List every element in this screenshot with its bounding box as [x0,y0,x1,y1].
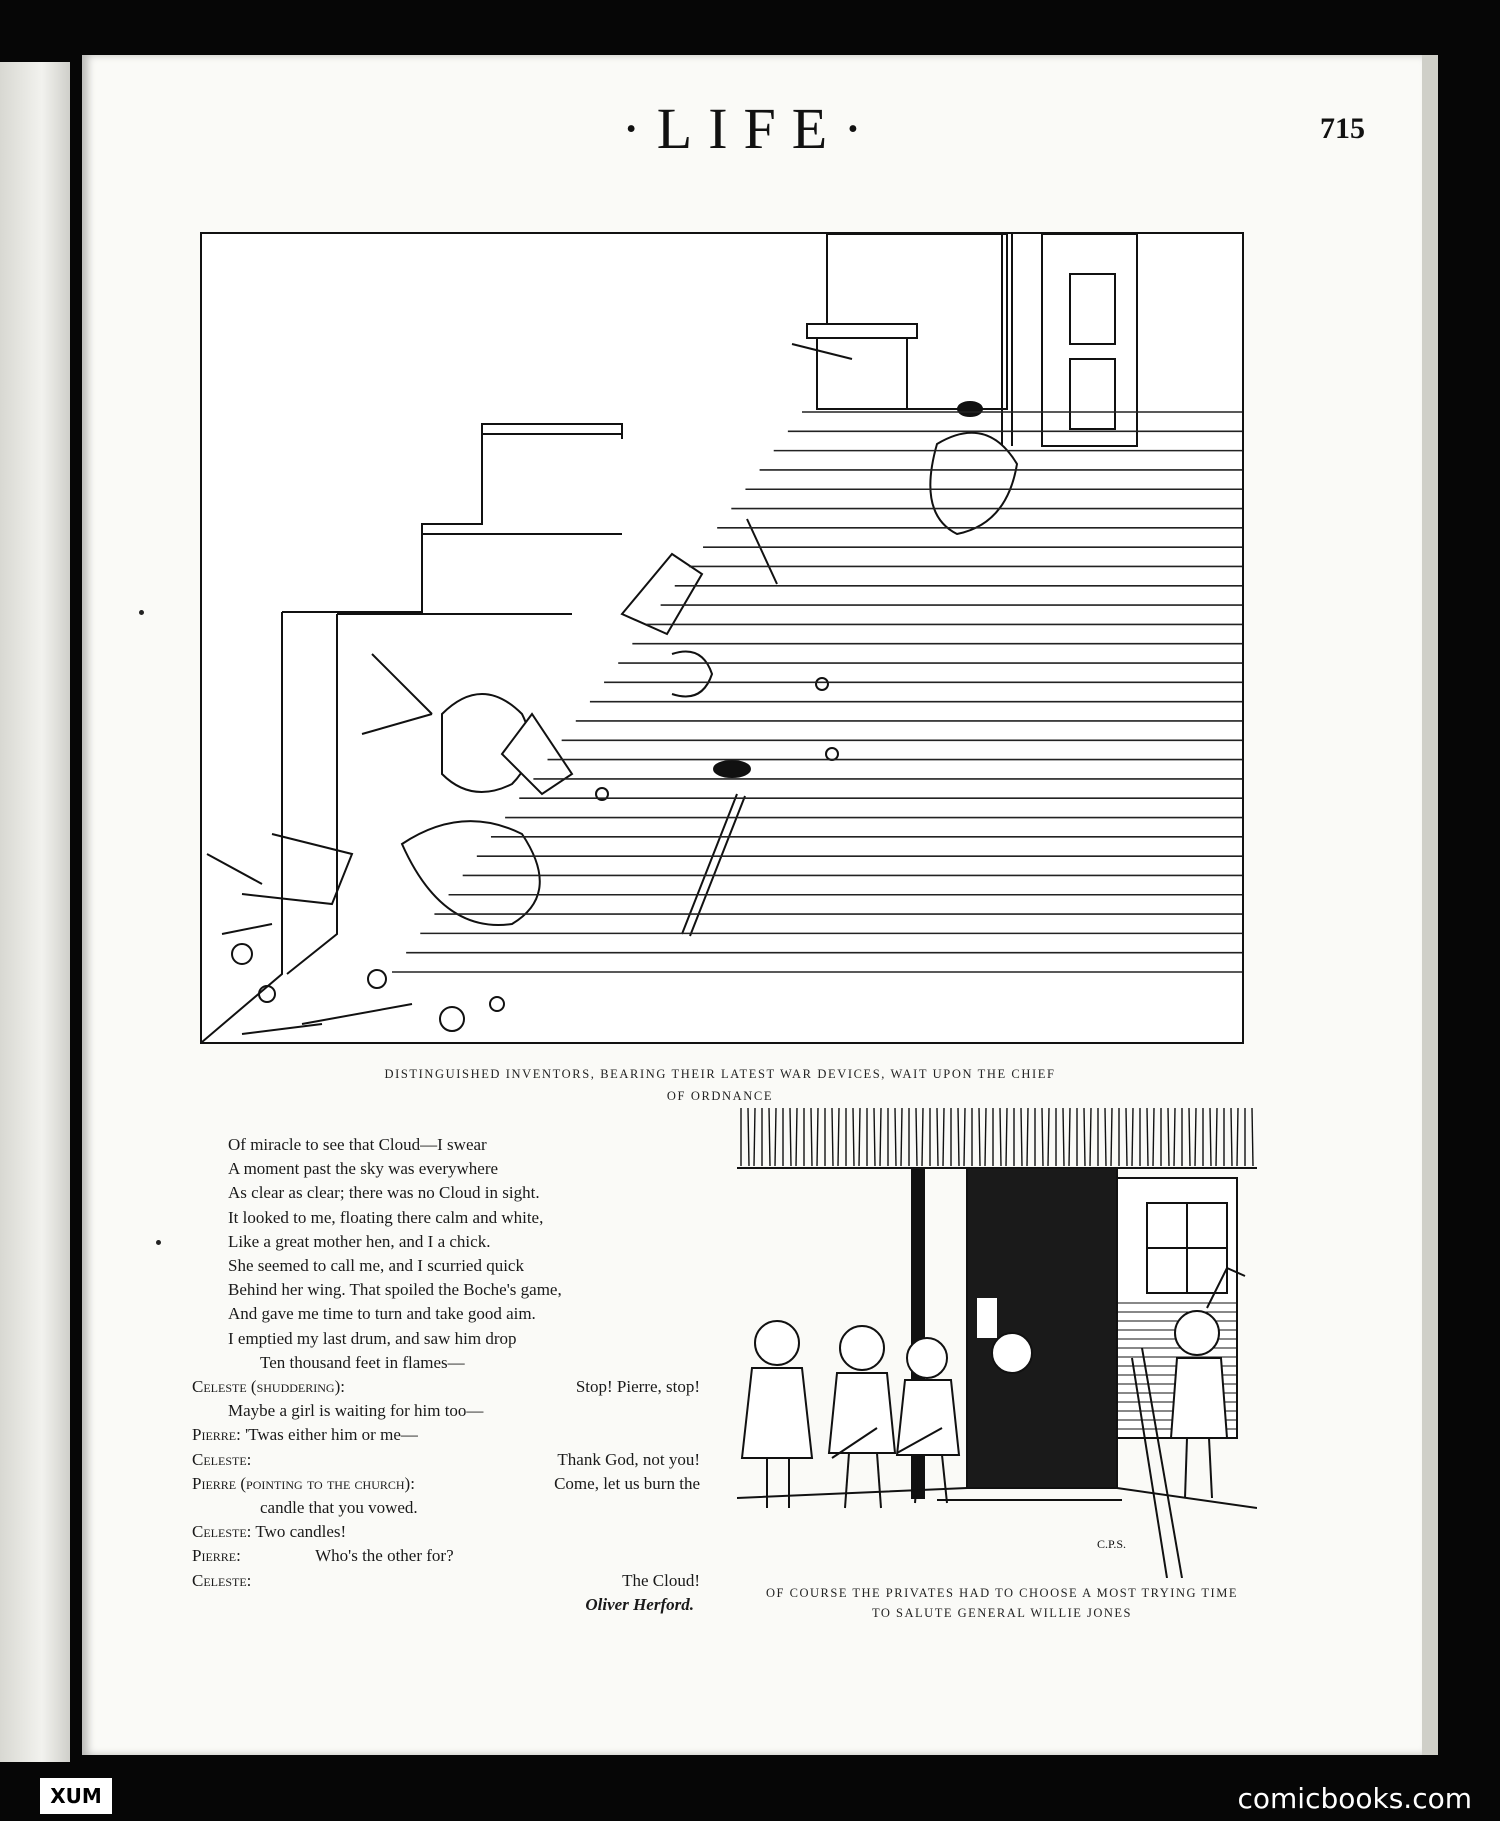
poem-line: And gave me time to turn and take good aim. [228,1304,536,1324]
dialogue-line [192,1544,700,1568]
dialogue-line [192,1569,700,1593]
stairs-caption [200,1063,1240,1107]
poem-column [192,1133,700,1617]
dialogue-line [192,1472,700,1496]
speaker: Celeste (shuddering): [192,1377,345,1397]
poem-line: I emptied my last drum, and saw him drop [228,1328,517,1348]
dust-speck [139,610,144,615]
left-page-edge [0,62,70,1762]
speaker: Celeste: [192,1522,252,1542]
masthead: ·LIFE· [621,96,879,161]
stairs-caption-line2: OF ORDNANCE [666,1089,774,1103]
poem-line: She seemed to call me, and I scurried quick [228,1256,524,1276]
dialogue-line [192,1520,700,1544]
speaker: Celeste: [192,1570,252,1590]
dialogue-text: Thank God, not you! [557,1449,700,1469]
dust-speck [156,1240,161,1245]
dialogue-text: 'Twas either him or me— [245,1425,418,1445]
porch-illustration [737,1108,1257,1578]
poem-line: Of miracle to see that Cloud—I swear [228,1135,487,1154]
speaker: Celeste: [192,1449,252,1469]
dialogue-line [192,1375,700,1399]
poem-line: Ten thousand feet in flames— [260,1352,465,1372]
speaker: Pierre: [192,1546,241,1566]
author-credit: Oliver Herford. [585,1594,694,1614]
dialogue-line [192,1448,700,1472]
watermark: comicbooks.com [1237,1782,1472,1815]
poem-line: Behind her wing. That spoiled the Boche's game, [228,1280,562,1300]
poem-line: As clear as clear; there was no Cloud in sight. [228,1183,540,1203]
porch-caption-line2: TO SALUTE GENERAL WILLIE JONES [871,1606,1133,1620]
dialogue-text: Who's the other for? [315,1546,454,1566]
stairs-caption-line1: DISTINGUISHED INVENTORS, BEARING THEIR LATEST WAR DEVICES, WAIT UPON THE CHIEF [384,1067,1056,1081]
porch-caption [712,1583,1292,1623]
dialogue-text: Come, let us burn the [554,1473,700,1493]
dialogue-text: The Cloud! [622,1570,700,1590]
dialogue-continuation: Maybe a girl is waiting for him too— [228,1401,484,1421]
porch-caption-line1: OF COURSE THE PRIVATES HAD TO CHOOSE A MOST TRYING TIME [766,1586,1238,1600]
stairs-cartoon [200,232,1244,1044]
dialogue-continuation: candle that you vowed. [260,1498,418,1518]
stairs-illustration [202,234,1242,1042]
speaker: Pierre: [192,1425,241,1445]
poem-line: Like a great mother hen, and I a chick. [228,1231,491,1251]
poem-line: It looked to me, floating there calm and white, [228,1207,544,1227]
dialogue-text: Two candles! [255,1522,347,1542]
speaker: Pierre (pointing to the church): [192,1473,415,1493]
porch-cartoon [737,1108,1257,1578]
dialogue-line [192,1423,700,1447]
scan-tag: XUM [40,1778,112,1814]
dialogue-text: Stop! Pierre, stop! [575,1377,700,1397]
poem-line: A moment past the sky was everywhere [228,1159,499,1179]
page-number: 715 [1320,112,1365,145]
artist-signature: C.P.S. [1097,1537,1127,1551]
